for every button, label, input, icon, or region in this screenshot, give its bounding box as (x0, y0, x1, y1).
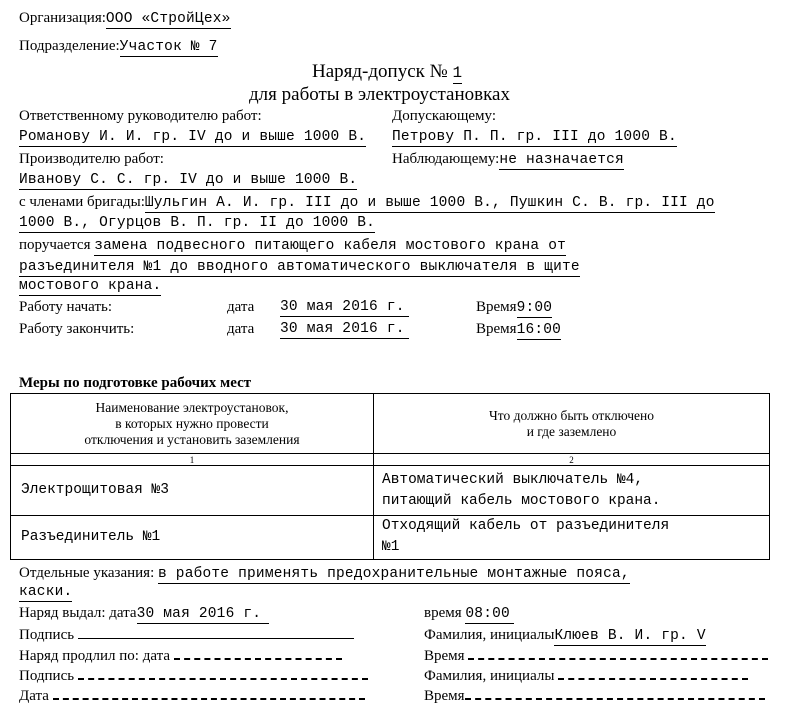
sign1-fio-label: Фамилия, инициалы (424, 627, 555, 643)
producer-label: Производителю работ: (19, 151, 164, 167)
end-time-label: Время (476, 321, 517, 337)
extended-time-row (424, 647, 768, 665)
notes-label: Отдельные указания: (19, 565, 155, 581)
sign1-fio-row (424, 626, 706, 645)
col1-number: 1 (11, 454, 374, 466)
date-row-label: Дата (19, 688, 49, 704)
notes-row (19, 564, 630, 583)
org-row (19, 9, 231, 28)
col2-number: 2 (374, 454, 770, 466)
sign1-line (78, 626, 354, 639)
brigade-row (19, 193, 715, 212)
end-date-label: дата (227, 321, 255, 337)
date-row-time-label: Время (424, 688, 465, 704)
col1-header: Наименование электроустановок, в которых нужно провести отключения и установить заземления (11, 394, 374, 454)
end-date: 30 мая 2016 г. (280, 320, 409, 338)
date-row (19, 687, 365, 705)
measures-title: Меры по подготовке рабочих мест (19, 375, 252, 391)
extended-date-line (174, 651, 342, 660)
start-date: 30 мая 2016 г. (280, 298, 409, 316)
sign2-label: Подпись (19, 668, 75, 684)
subdivision-label: Подразделение: (19, 38, 120, 54)
start-time-row (476, 298, 552, 317)
start-date-label: дата (227, 299, 255, 315)
resp-value: Романову И. И. гр. IV до и выше 1000 В. (19, 129, 367, 145)
row1-name: Электрощитовая №3 (11, 466, 374, 516)
table-row (11, 466, 770, 516)
observer-value: не назначается (499, 152, 624, 168)
task-line3: мостового крана. (19, 278, 162, 294)
notes-line2: каски. (19, 584, 73, 600)
table-number-row (11, 454, 770, 466)
sign2-row (19, 667, 368, 685)
producer-value: Иванову С. С. гр. IV до и выше 1000 В. (19, 172, 358, 188)
start-time-label: Время (476, 299, 517, 315)
admit-value: Петрову П. П. гр. III до 1000 В. (392, 129, 677, 145)
issued-time-label: время (424, 605, 462, 621)
observer-row (392, 150, 624, 169)
date-row-time (424, 687, 765, 705)
end-time-row (476, 320, 561, 339)
date-row-line (53, 691, 365, 700)
extended-label: Наряд продлил по: дата (19, 648, 170, 664)
sign1-label: Подпись (19, 627, 75, 643)
org-value: ООО «СтройЦех» (105, 11, 231, 27)
subdivision-value: Участок № 7 (119, 39, 218, 55)
extended-row (19, 647, 342, 665)
task-label: поручается (19, 237, 91, 253)
date-row-time-line (465, 691, 765, 700)
end-time: 16:00 (516, 322, 562, 338)
brigade-label: с членами бригады: (19, 194, 145, 210)
issued-time-row (424, 604, 514, 623)
document-subtitle: для работы в электроустановках (249, 84, 510, 105)
table-row (11, 516, 770, 560)
sign1-fio: Клюев В. И. гр. V (554, 628, 706, 644)
admit-label: Допускающему: (392, 108, 497, 124)
table-header-row (11, 394, 770, 454)
start-label: Работу начать: (19, 299, 113, 315)
document-title (312, 61, 462, 84)
sign2-fio-line (558, 671, 748, 680)
issued-row (19, 604, 269, 623)
task-line1: замена подвесного питающего кабеля мостового крана от (94, 238, 567, 254)
issued-time: 08:00 (465, 606, 514, 624)
sign2-fio-label: Фамилия, инициалы (424, 668, 555, 684)
title-prefix: Наряд-допуск № (312, 61, 448, 82)
row2-what: Отходящий кабель от разъединителя №1 (374, 516, 770, 560)
issued-date: 30 мая 2016 г. (137, 606, 270, 624)
title-number: 1 (452, 64, 463, 82)
notes-line1: в работе применять предохранительные монтажные пояса, (158, 566, 630, 582)
extended-time-line (468, 651, 768, 660)
measures-table (10, 393, 770, 560)
brigade-line2: 1000 В., Огурцов В. П. гр. II до 1000 В. (19, 215, 376, 231)
col2-header: Что должно быть отключено и где заземлено (374, 394, 770, 454)
end-label: Работу закончить: (19, 321, 135, 337)
issued-label: Наряд выдал: дата (19, 605, 137, 621)
brigade-line1: Шульгин А. И. гр. III до и выше 1000 В., Пушкин С. В. гр. III до (144, 195, 715, 211)
row2-name: Разъединитель №1 (11, 516, 374, 560)
observer-label: Наблюдающему: (392, 151, 500, 167)
task-row (19, 236, 566, 255)
org-label: Организация: (19, 10, 106, 26)
sign2-fio-row (424, 667, 748, 685)
sign2-line (78, 671, 368, 680)
resp-label: Ответственному руководителю работ: (19, 108, 262, 124)
task-line2: разъединителя №1 до вводного автоматического выключателя в щите (19, 259, 580, 275)
extended-time-label: Время (424, 648, 465, 664)
start-time: 9:00 (516, 300, 553, 316)
row1-what: Автоматический выключатель №4, питающий кабель мостового крана. (374, 466, 770, 516)
subdivision-row (19, 37, 218, 56)
sign1-row (19, 626, 354, 644)
